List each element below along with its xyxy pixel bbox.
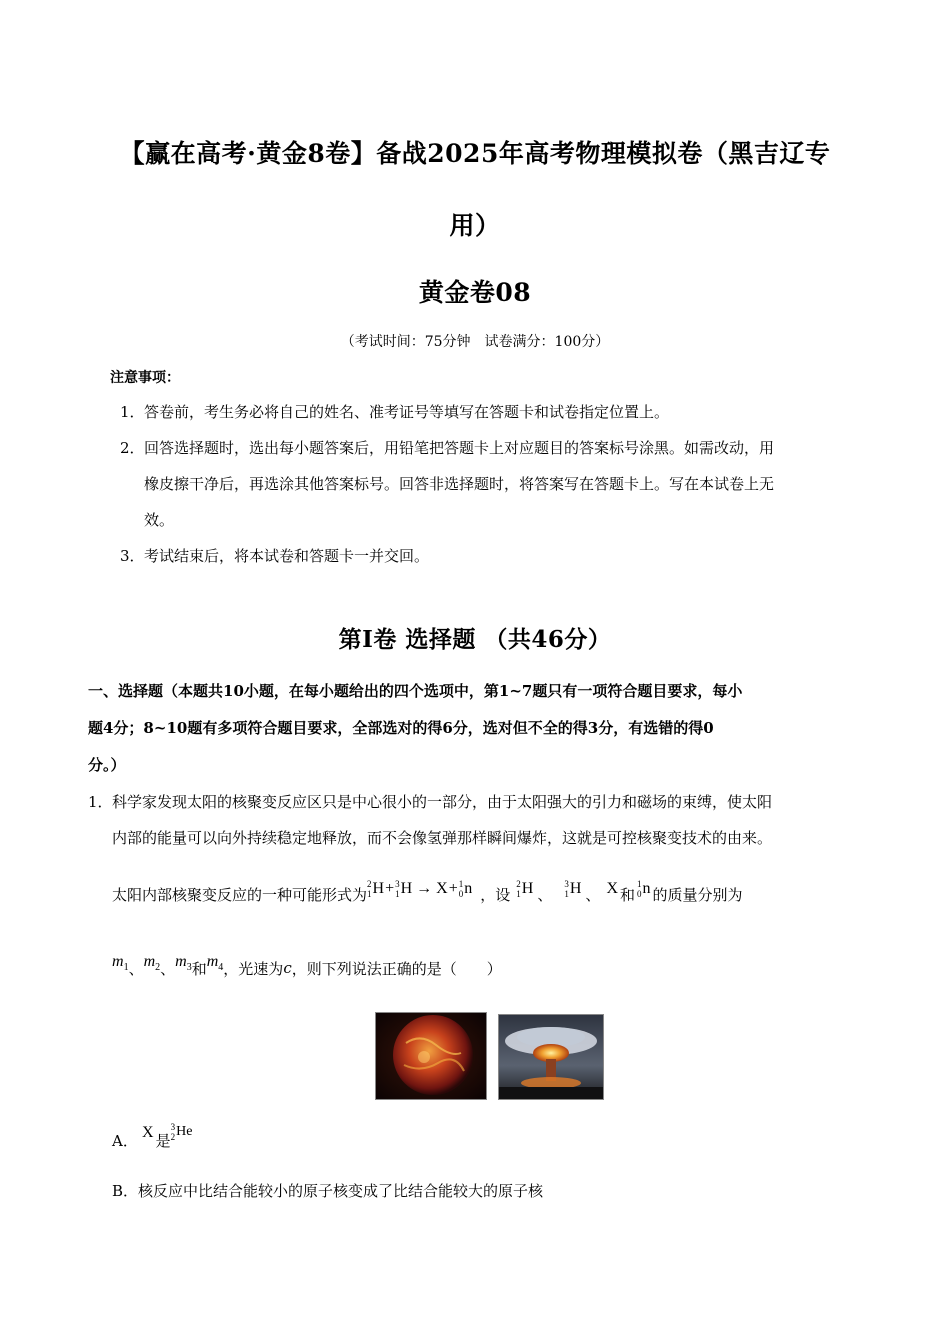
h-symbol: H [521, 880, 534, 897]
plus-sign: + [448, 880, 458, 897]
x-symbol: X [436, 880, 448, 897]
separator: 、 [537, 885, 553, 904]
tritium-symbol: H [400, 880, 413, 897]
instruction-line: 一、选择题（本题共10小题，在每小题给出的四个选项中，第1~7题只有一项符合题目要求，每小 [88, 682, 743, 700]
notes-list [120, 394, 880, 574]
separator: 、 [160, 959, 176, 978]
option-a[interactable] [112, 1120, 192, 1160]
question-text-cont: 内部的能量可以向外持续稳定地释放，而不会像氢弹那样瞬间爆炸，这就是可控核聚变技术的由来。 [112, 829, 773, 847]
atomic-number: 0 [637, 889, 642, 899]
note-text-cont: 橡皮擦干净后，再选涂其他答案标号。回答非选择题时，将答案写在答题卡上。写在本试卷上无 [144, 475, 775, 493]
atomic-number: 1 [516, 889, 521, 899]
equation-suffix: 的质量分别为 [652, 885, 743, 904]
notes-heading [110, 360, 180, 396]
section-instructions [88, 673, 878, 784]
neutron-symbol: n [464, 880, 473, 897]
nuclear-equation [367, 879, 472, 899]
mass-number: 1 [458, 879, 464, 889]
question-equation-line [112, 872, 743, 916]
note-text: 回答选择题时，选出每小题答案后，用铅笔把答题卡上对应题目的答案标号涂黑。如需改动，用 [144, 439, 775, 457]
equation-prefix: 太阳内部核聚变反应的一种可能形式为 [112, 885, 368, 904]
question-line [88, 784, 878, 820]
mass-m3: $m_3$ [175, 953, 192, 973]
plus-sign: + [385, 880, 395, 897]
neutron-term [637, 879, 651, 899]
note-item [120, 538, 880, 574]
mass-m2: $m_2$ [143, 953, 161, 973]
mushroom-cloud-image [498, 1014, 604, 1100]
question-1 [88, 784, 878, 856]
mass-m4: $m_4$ [206, 953, 224, 973]
n-symbol: n [642, 880, 651, 897]
option-label: B． [112, 1182, 139, 1200]
tritium-term [564, 879, 581, 899]
option-b[interactable] [112, 1180, 543, 1201]
reaction-arrow: → [416, 880, 433, 897]
mass-number: 2 [516, 879, 521, 889]
note-number: 2． [120, 439, 145, 457]
note-item [120, 430, 880, 466]
x-symbol: X [142, 1124, 154, 1141]
mass-number: 3 [170, 1122, 176, 1132]
mass-number: 3 [564, 879, 569, 889]
option-text: 核反应中比结合能较小的原子核变成了比结合能较大的原子核 [138, 1182, 544, 1200]
note-number: 3． [120, 547, 145, 565]
mass-number: 3 [395, 879, 400, 889]
mass-m1: $m_1$ [112, 953, 129, 973]
sun-photo-icon [376, 1013, 486, 1099]
atomic-number: 1 [564, 889, 569, 899]
and-word: 和 [620, 885, 636, 904]
light-speed-text: ，光速为 [223, 959, 284, 978]
explosion-photo-icon [499, 1015, 603, 1099]
h-symbol: H [569, 880, 582, 897]
equation-set: ，设 [480, 885, 511, 904]
note-item [120, 394, 880, 430]
section-title: 第Ⅰ卷 选择题 （共46分） [338, 626, 612, 653]
option-text: 是 [155, 1131, 171, 1150]
x-term: X [606, 880, 618, 897]
exam-title-line2: 用） [449, 211, 501, 240]
paper-name: 黄金卷08 [418, 278, 532, 307]
atomic-number: 1 [367, 889, 372, 899]
sun-image [375, 1012, 487, 1100]
instruction-line: 分。） [88, 756, 126, 774]
helium-term [171, 1122, 193, 1142]
and-word: 和 [191, 959, 207, 978]
note-text-cont: 效。 [144, 511, 175, 529]
atomic-number: 2 [170, 1132, 176, 1142]
light-speed-symbol: c [283, 959, 292, 977]
question-masses-line [112, 948, 502, 988]
notes-heading-text: 注意事项： [110, 370, 180, 386]
option-label: A． [112, 1131, 138, 1150]
note-number: 1． [120, 403, 145, 421]
atomic-number: 0 [458, 889, 464, 899]
mass-number: 1 [637, 879, 642, 889]
note-text: 考试结束后，将本试卷和答题卡一并交回。 [144, 547, 430, 565]
question-prompt: ，则下列说法正确的是（ ） [291, 959, 502, 978]
instruction-line: 题4分；8~10题有多项符合题目要求，全部选对的得6分，选对但不全的得3分，有选错的得0 [88, 719, 714, 737]
deuterium-term [516, 879, 533, 899]
exam-title-line1: 【赢在高考·黄金8卷】备战2025年高考物理模拟卷（黑吉辽专 [119, 139, 831, 168]
mass-number: 2 [367, 879, 372, 889]
question-text: 科学家发现太阳的核聚变反应区只是中心很小的一部分，由于太阳强大的引力和磁场的束缚，使太阳 [112, 793, 773, 811]
separator: 、 [585, 885, 601, 904]
separator: 、 [128, 959, 144, 978]
he-symbol: He [176, 1124, 193, 1139]
deuterium-symbol: H [372, 880, 385, 897]
exam-info: （考试时间：75分钟 试卷满分：100分） [340, 334, 610, 350]
question-number: 1． [88, 793, 113, 811]
note-text: 答卷前，考生务必将自己的姓名、准考证号等填写在答题卡和试卷指定位置上。 [144, 403, 670, 421]
atomic-number: 1 [395, 889, 400, 899]
